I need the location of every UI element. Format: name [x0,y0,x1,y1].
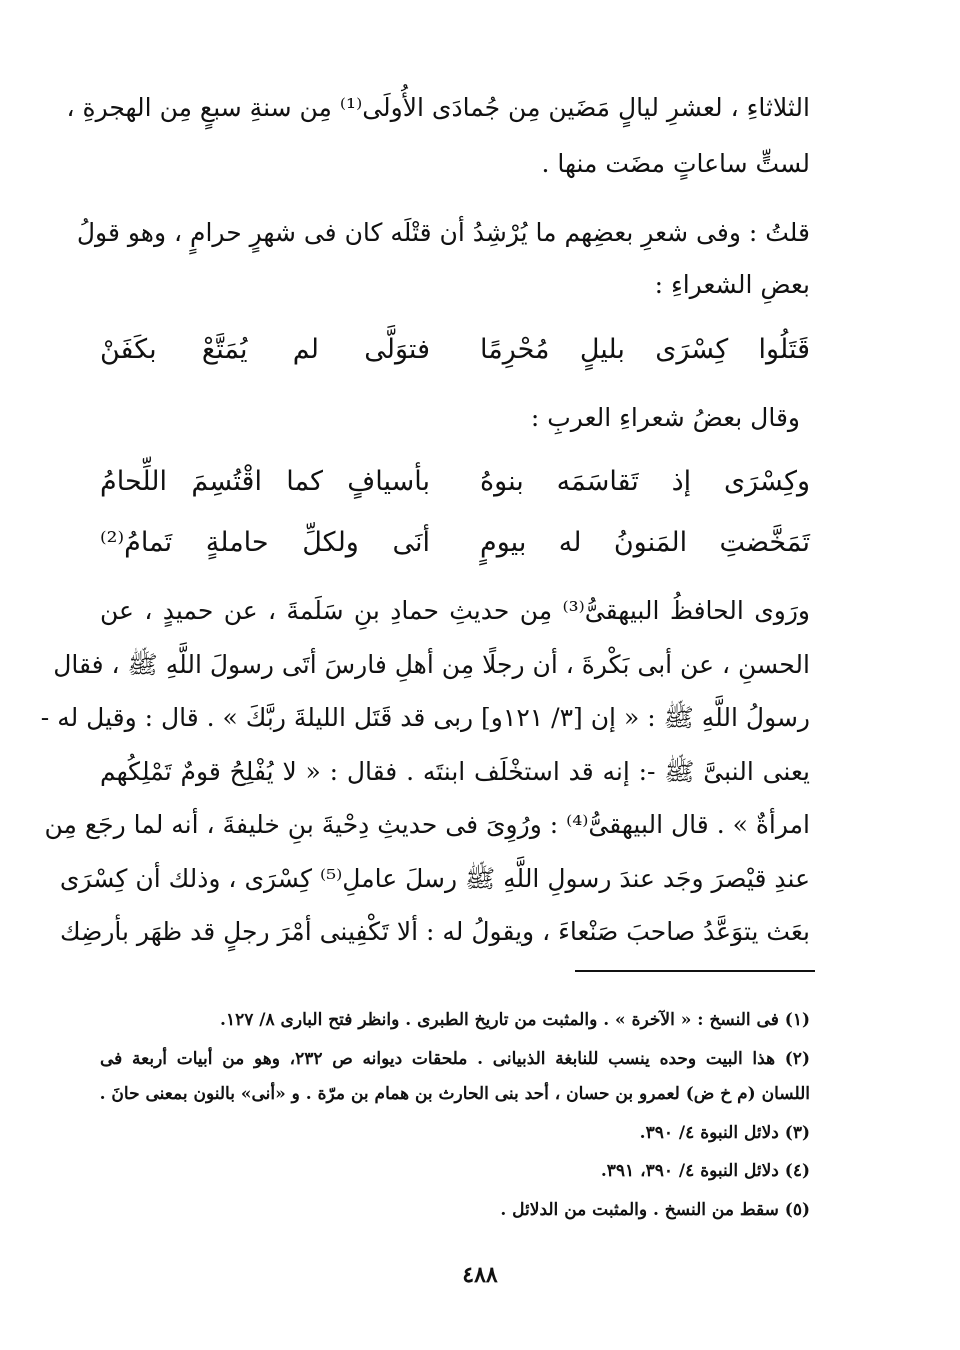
verse-second-hemistich: فتوَلَّى لم يُمَتَّعْ بكَفَنْ [100,334,430,365]
footnote: (٥) سقط من النسخ . والمثبت من الدلائل . [500,1200,810,1220]
footnote-continuation: اللسان (م خ ض) لعمرو بن حسان ، أحد بنى الحارث بن همام بن مرّة . و «أنى» بالنون بمعنى حانَ . [99,1084,810,1104]
verse-second-hemistich: أنَى ولكلِّ حاملةٍ تَمامُ⁽²⁾ [100,527,430,558]
footnote: (٤) دلائل النبوة ٤/ ٣٩٠، ٣٩١. [600,1161,810,1181]
body-line: الثلاثاءِ ، لعشرِ ليالٍ مَضَين مِن جُمادَى الأُولَى⁽¹⁾ مِن سنةِ سبعٍ مِن الهجرةِ ، [66,93,810,122]
body-line: لستٍّ ساعاتٍ مضَت منها . [541,149,810,178]
body-line: رسولُ اللَّهِ ﷺ : « إن [٣/ ١٢١و] ربى قد قَتَل الليلةَ ربَّكَ » . قال : وقيل له - [40,703,810,732]
body-line: الحسنِ ، عن أبى بَكْرةَ ، أن رجلًا مِن أهلِ فارسَ أتَى رسولَ اللَّهِ ﷺ ، فقال [53,650,810,679]
body-line: وقال بعضُ شعراءِ العربِ : [530,403,800,432]
body-line: يعنى النبىَّ ﷺ -: إنه قد استخْلَف ابنتَه . فقال : « لا يُفْلِحُ قومٌ تَمْلِكُهم [100,757,810,786]
poem-verse [100,521,810,565]
body-line: عندِ قيْصرَ وجَد عندَ رسولِ اللَّهِ ﷺ رسلَ عاملِ⁽⁵⁾ كِسْرَى ، وذلك أن كِسْرَى [59,864,810,893]
body-line: ورَوى الحافظُ البيهقىُّ⁽³⁾ مِن حديثِ حمادِ بنِ سَلَمةَ ، عن حميدٍ ، عن [100,596,810,625]
body-line: بعَث يتوَعَّدُ صاحبَ صَنْعاءَ ، ويقولُ له : ألا تَكْفِينى أمْرَ رجلٍ قد ظهَر بأرضِك [60,917,810,946]
footnote: (٢) هذا البيت وحده ينسب للنابغة الذبيانى . ملحقات ديوانه ص ٢٣٢، وهو من أبيات أربعة فى [100,1049,810,1069]
footnote: (١) فى النسخ : « الآخرة » . والمثبت من تاريخ الطبرى . وانظر فتح البارى ٨/ ١٢٧. [220,1010,810,1030]
page-number: ٤٨٨ [462,1262,498,1288]
body-line: امرأةٌ » . قال البيهقىُّ⁽⁴⁾ : ورُوِىَ فى حديثِ دِحْيةَ بنِ خليفةَ ، أنه لما رجَع مِن [44,810,810,839]
verse-second-hemistich: بأسيافٍ كما اقْتُسِمَ اللِّحامُ [100,466,430,497]
body-line: بعضِ الشعراءِ : [654,270,810,299]
poem-verse [100,460,810,504]
body-line: قلتُ : وفى شعرِ بعضِهم ما يُرْشِدُ أن قتْلَه كان فى شهرٍ حرامٍ ، وهو قولُ [76,218,810,247]
verse-first-hemistich: تَمَخَّضتِ المَنونُ له بيومٍ [480,527,810,558]
footnote-separator [575,970,815,972]
verse-first-hemistich: وكِسْرَى إذ تَقاسَمَه بنوهُ [480,466,810,497]
verse-first-hemistich: قَتَلُوا كِسْرَى بليلٍ مُحْرِمًا [480,334,810,365]
footnote: (٣) دلائل النبوة ٤/ ٣٩٠. [639,1123,810,1143]
poem-verse [100,328,810,372]
